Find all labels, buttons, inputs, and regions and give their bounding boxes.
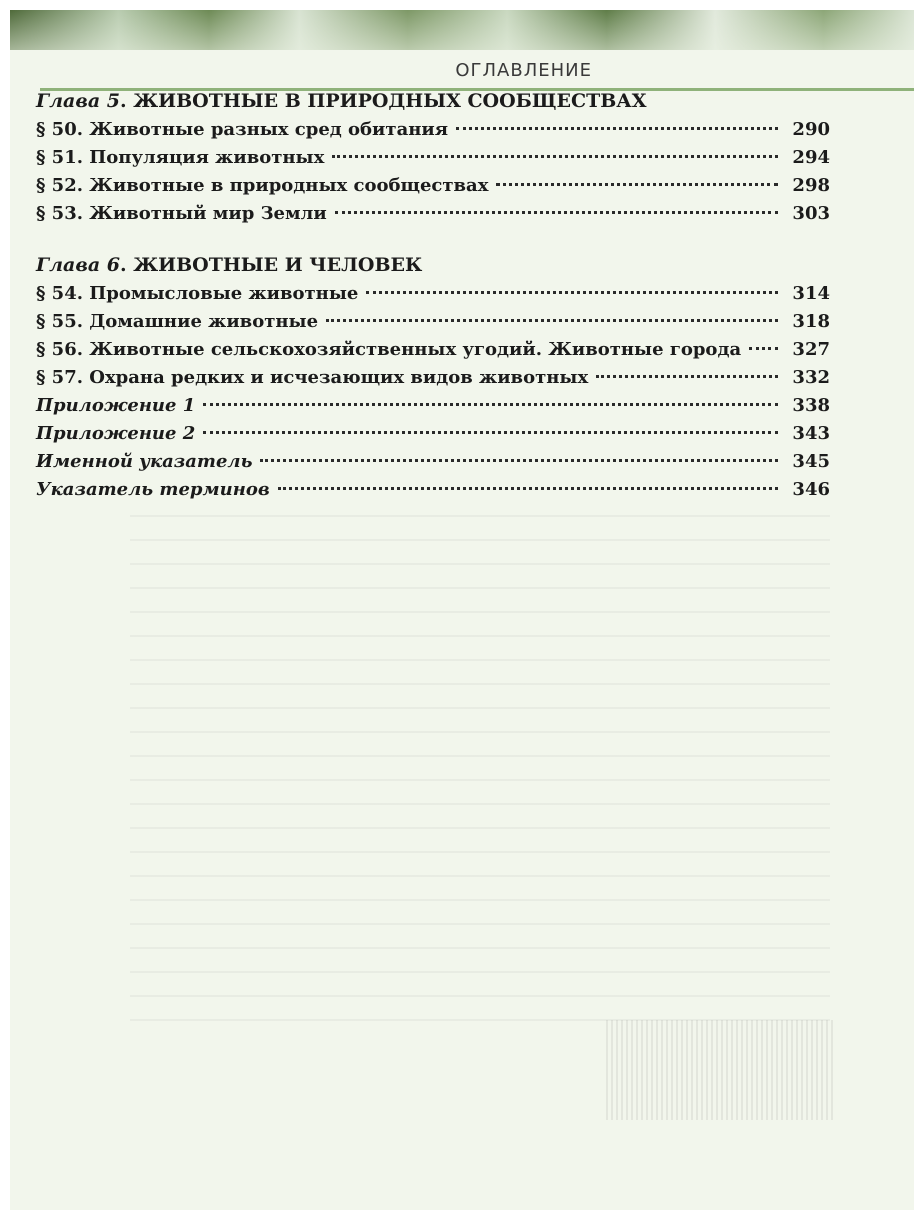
chapter-separator: . xyxy=(119,90,134,112)
toc-entry-label: Приложение 1 xyxy=(36,395,196,416)
dot-leader xyxy=(332,155,778,158)
toc-entry-page: 290 xyxy=(792,119,830,140)
toc-entry-label: § 55. Домашние животные xyxy=(36,311,319,332)
dot-leader xyxy=(496,183,778,186)
toc-appendix-entry[interactable] xyxy=(36,448,830,476)
toc-entry[interactable] xyxy=(36,280,830,308)
toc-entry[interactable] xyxy=(36,308,830,336)
dot-leader xyxy=(749,347,778,350)
toc-entry[interactable] xyxy=(36,144,830,172)
chapter-title: ЖИВОТНЫЕ В ПРИРОДНЫХ СООБЩЕСТВАХ xyxy=(133,90,647,112)
toc-entry-page: 303 xyxy=(792,203,830,224)
toc-entry-label: § 51. Популяция животных xyxy=(36,147,325,168)
toc-entry[interactable] xyxy=(36,116,830,144)
dot-leader xyxy=(366,291,778,294)
toc-appendix-entry[interactable] xyxy=(36,392,830,420)
toc-entry-page: 343 xyxy=(792,423,830,444)
toc-entry[interactable] xyxy=(36,200,830,228)
dot-leader xyxy=(326,319,778,322)
toc-entry-page: 327 xyxy=(792,339,830,360)
toc-entry-label: Приложение 2 xyxy=(36,423,196,444)
toc-entry-page: 314 xyxy=(792,283,830,304)
dot-leader xyxy=(203,431,778,434)
toc-entry-page: 332 xyxy=(792,367,830,388)
chapter-number: Глава 6 xyxy=(36,254,120,276)
dot-leader xyxy=(260,459,778,462)
toc-entry-label: Указатель терминов xyxy=(36,479,270,500)
chapter-heading xyxy=(36,250,830,280)
toc-entry-label: Именной указатель xyxy=(36,451,253,472)
dot-leader xyxy=(596,375,778,378)
chapter-separator: . xyxy=(119,254,134,276)
bleed-through-barcode xyxy=(606,1020,836,1120)
toc-appendix-entry[interactable] xyxy=(36,476,830,504)
toc-entry[interactable] xyxy=(36,364,830,392)
toc-entry-label: § 50. Животные разных сред обитания xyxy=(36,119,449,140)
bleed-through-text xyxy=(130,515,830,1035)
toc-entry-label: § 53. Животный мир Земли xyxy=(36,203,327,224)
page-title: ОГЛАВЛЕНИЕ xyxy=(455,60,592,81)
toc-entry-label: § 57. Охрана редких и исчезающих видов животных xyxy=(36,367,589,388)
toc-entry-page: 318 xyxy=(792,311,830,332)
dot-leader xyxy=(203,403,778,406)
toc-entry-page: 346 xyxy=(792,479,830,500)
toc-entry-page: 338 xyxy=(792,395,830,416)
toc-entry-page: 294 xyxy=(792,147,830,168)
chapter-heading xyxy=(36,86,830,116)
toc-entry-label: § 54. Промысловые животные xyxy=(36,283,359,304)
chapter-title: ЖИВОТНЫЕ И ЧЕЛОВЕК xyxy=(133,254,423,276)
toc-entry-page: 298 xyxy=(792,175,830,196)
dot-leader xyxy=(456,127,778,130)
dot-leader xyxy=(278,487,778,490)
toc-entry[interactable] xyxy=(36,336,830,364)
header-photo xyxy=(10,10,914,50)
toc-entry-page: 345 xyxy=(792,451,830,472)
toc-entry-label: § 56. Животные сельскохозяйственных угодий. Животные города xyxy=(36,339,742,360)
toc-entry[interactable] xyxy=(36,172,830,200)
chapter-number: Глава 5 xyxy=(36,90,120,112)
toc-appendix-entry[interactable] xyxy=(36,420,830,448)
toc-entry-label: § 52. Животные в природных сообществах xyxy=(36,175,489,196)
dot-leader xyxy=(335,211,778,214)
table-of-contents xyxy=(36,78,830,504)
